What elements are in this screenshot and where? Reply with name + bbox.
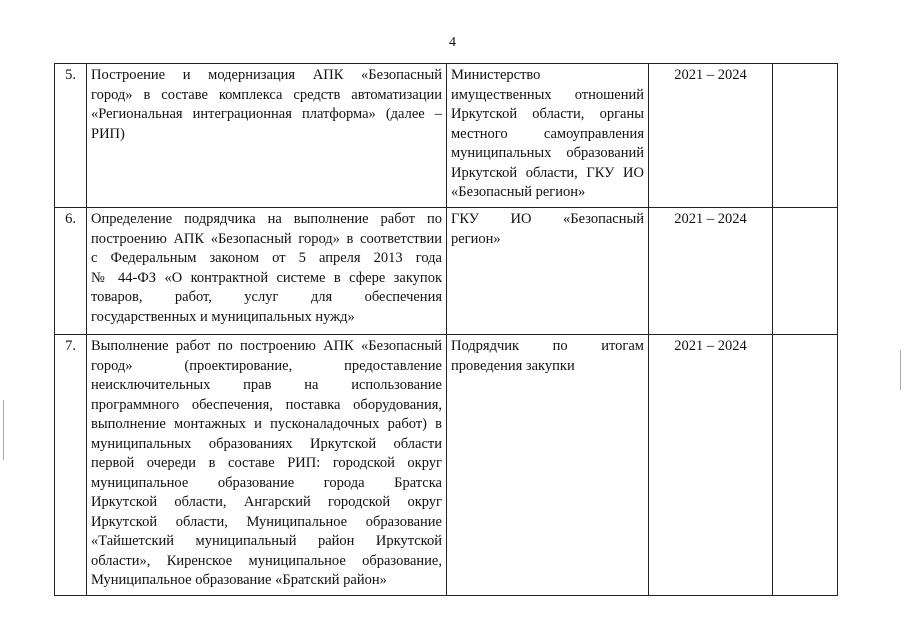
row-number: 6. — [55, 208, 87, 335]
exec-line: «Безопасный регион» — [451, 184, 586, 200]
exec-line: имущественных отношений — [451, 86, 644, 103]
exec-line: Подрядчик по итогам — [451, 338, 644, 354]
exec-line: Министерство — [451, 67, 541, 83]
measures-table — [54, 63, 838, 596]
period: 2021 – 2024 — [649, 335, 773, 596]
measure-description — [87, 208, 447, 335]
table-row — [55, 64, 838, 208]
exec-line: ГКУ ИО «Безопасный — [451, 211, 644, 227]
scan-artifact — [900, 350, 901, 390]
desc-line: выполнение монтажных и пусконаладочных работ) в — [91, 416, 442, 432]
period: 2021 – 2024 — [649, 64, 773, 208]
desc-line: РИП) — [91, 125, 125, 142]
desc-line: Иркутской области, Ангарский городской округ — [91, 494, 442, 510]
row-number: 5. — [55, 64, 87, 208]
desc-line: муниципальных образованиях Иркутской области — [91, 435, 442, 452]
exec-line: Иркутской области, ГКУ ИО — [451, 164, 644, 181]
empty-cell — [773, 335, 838, 596]
desc-line: Иркутской области, Муниципальное образование — [91, 513, 442, 530]
desc-line: муниципальное образование города Братска — [91, 474, 442, 491]
desc-line: «Региональная интеграционная платформа» (далее – — [91, 106, 442, 122]
exec-line: муниципальных образований — [451, 145, 644, 161]
period: 2021 – 2024 — [649, 208, 773, 335]
exec-line: проведения закупки — [451, 357, 575, 374]
desc-line: Определение подрядчика на выполнение работ по — [91, 211, 442, 227]
measure-description — [87, 335, 447, 596]
desc-line: области», Киренское муниципальное образование, — [91, 552, 442, 569]
desc-line: Выполнение работ по построению АПК «Безопасный — [91, 338, 442, 354]
table-row — [55, 335, 838, 596]
desc-line: «Тайшетский муниципальный район Иркутской — [91, 533, 442, 549]
desc-line: Построение и модернизация АПК «Безопасный — [91, 67, 442, 83]
desc-line: государственных и муниципальных нужд» — [91, 308, 355, 325]
desc-line: первой очереди в составе РИП: городской округ — [91, 455, 442, 471]
desc-line: товаров, работ, услуг для обеспечения — [91, 289, 442, 305]
row-number: 7. — [55, 335, 87, 596]
desc-line: программного обеспечения, поставка оборудования, — [91, 396, 442, 413]
executor — [447, 335, 649, 596]
executor — [447, 208, 649, 335]
empty-cell — [773, 208, 838, 335]
desc-line: неисключительных прав на использование — [91, 377, 442, 393]
scan-artifact — [3, 400, 4, 460]
table-row — [55, 208, 838, 335]
measure-description — [87, 64, 447, 208]
desc-line: Муниципальное образование «Братский район» — [91, 572, 387, 588]
page-number: 4 — [449, 35, 456, 50]
exec-line: местного самоуправления — [451, 125, 644, 142]
desc-line: построению АПК «Безопасный город» в соответствии — [91, 230, 442, 247]
executor — [447, 64, 649, 208]
empty-cell — [773, 64, 838, 208]
desc-line: № 44-ФЗ «О контрактной системе в сфере закупок — [91, 269, 442, 286]
desc-line: город» (проектирование, предоставление — [91, 357, 442, 374]
desc-line: город» в составе комплекса средств автоматизации — [91, 86, 442, 103]
desc-line: с Федеральным законом от 5 апреля 2013 года — [91, 250, 442, 266]
exec-line: регион» — [451, 230, 501, 247]
exec-line: Иркутской области, органы — [451, 106, 644, 122]
